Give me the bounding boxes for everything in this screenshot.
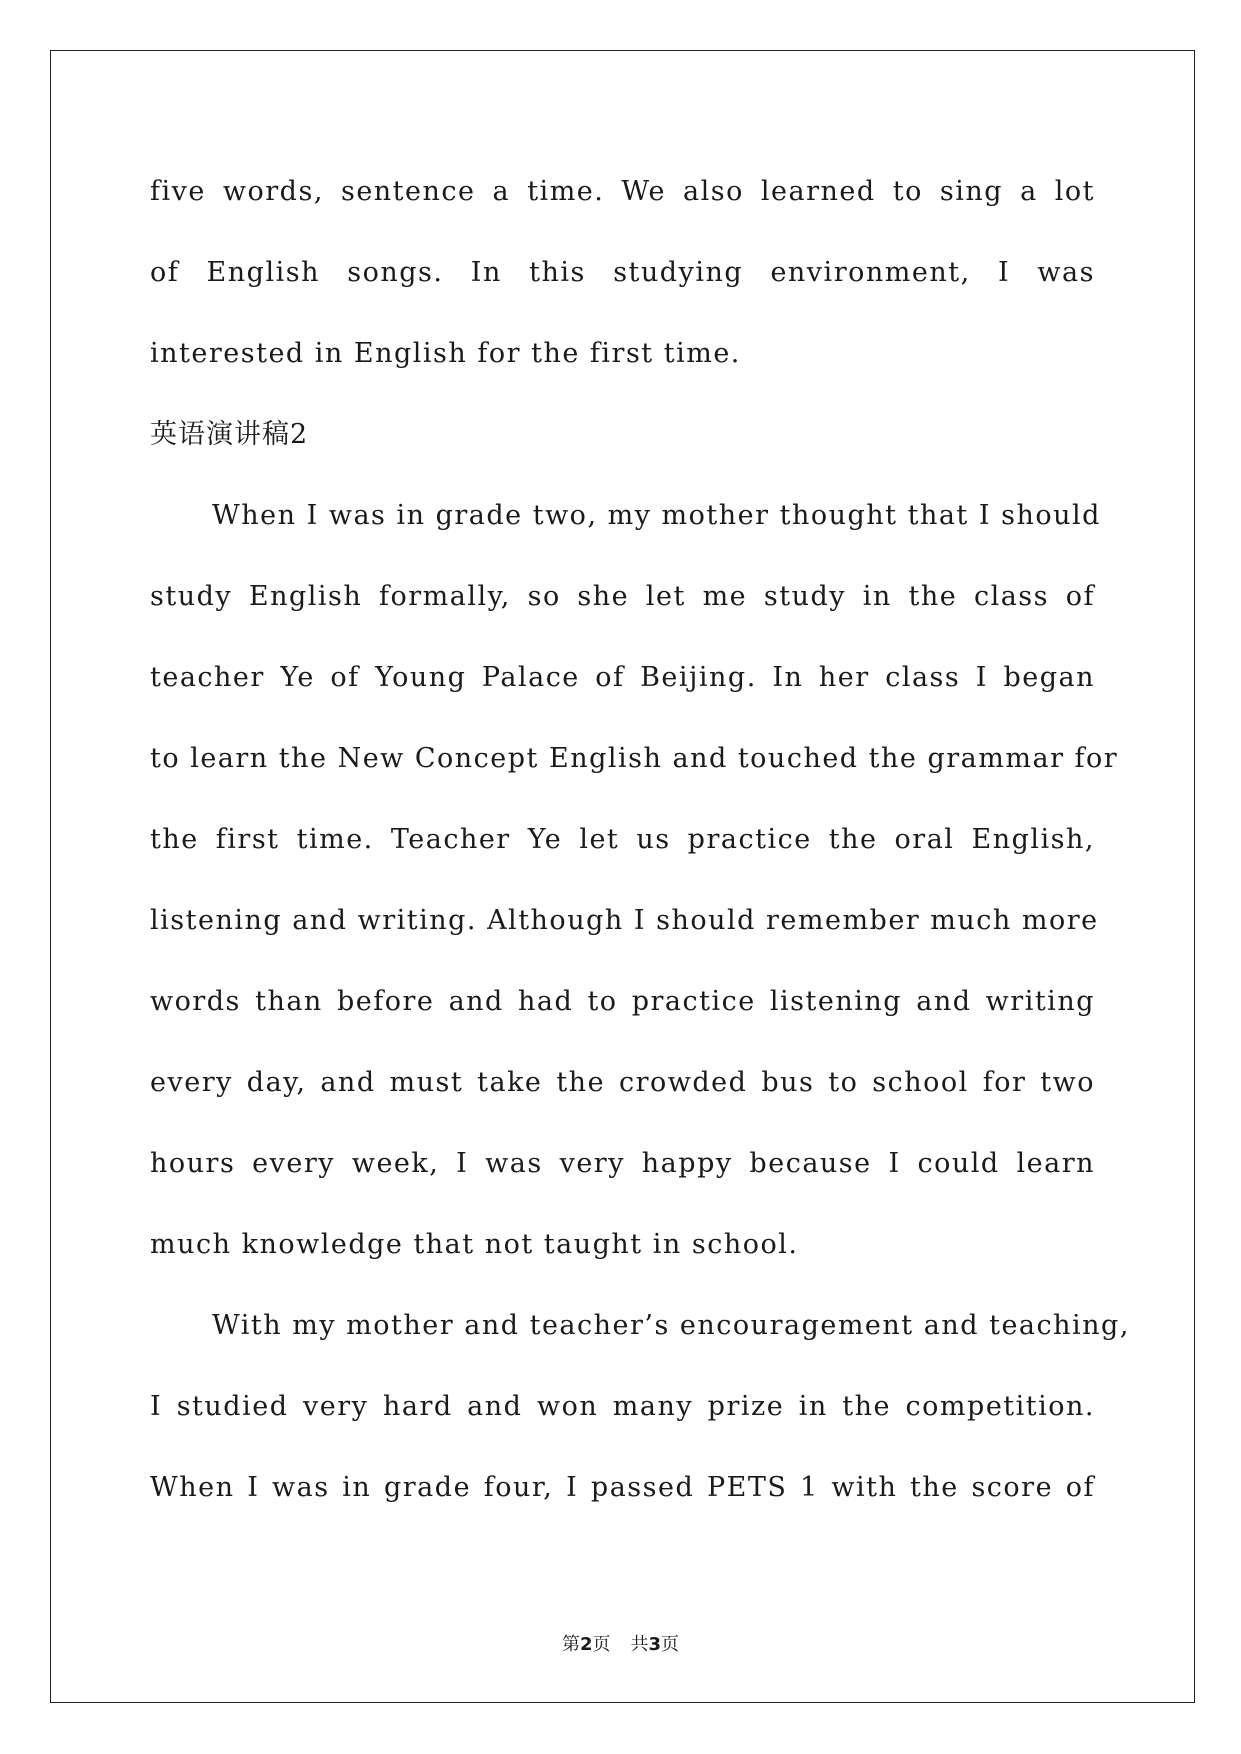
text-line: I studied very hard and won many prize in the competition. [150, 1391, 1095, 1422]
text-line: interested in English for the first time. [150, 338, 741, 369]
text-line: study English formally, so she let me study in the class of [150, 581, 1095, 612]
text-line: words than before and had to practice listening and writing [150, 986, 1095, 1017]
page-suffix: 页 [592, 1634, 611, 1655]
page-border [50, 50, 1195, 1703]
text-line: every day, and must take the crowded bus to school for two [150, 1067, 1095, 1098]
section-heading: 英语演讲稿2 [150, 419, 309, 450]
total-pages: 3 [648, 1634, 662, 1655]
text-line: When I was in grade four, I passed PETS 1 with the score of [150, 1472, 1095, 1503]
text-line: listening and writing. Although I should remember much more [150, 905, 1099, 936]
total-suffix: 页 [661, 1634, 680, 1655]
text-line: When I was in grade two, my mother thought that I should [212, 500, 1101, 531]
page-number: 2 [579, 1634, 593, 1655]
text-line: the first time. Teacher Ye let us practice the oral English, [150, 824, 1095, 855]
page-prefix: 第 [561, 1634, 580, 1655]
total-prefix: 共 [630, 1634, 649, 1655]
text-line: teacher Ye of Young Palace of Beijing. In her class I began [150, 662, 1095, 693]
text-line: hours every week, I was very happy because I could learn [150, 1148, 1095, 1179]
text-line: With my mother and teacher’s encouragement and teaching, [212, 1310, 1130, 1341]
page-footer [0, 1630, 1241, 1656]
text-line: five words, sentence a time. We also learned to sing a lot [150, 176, 1095, 207]
text-line: much knowledge that not taught in school. [150, 1229, 799, 1260]
text-line: to learn the New Concept English and touched the grammar for [150, 743, 1119, 774]
text-line: of English songs. In this studying environment, I was [150, 257, 1095, 288]
